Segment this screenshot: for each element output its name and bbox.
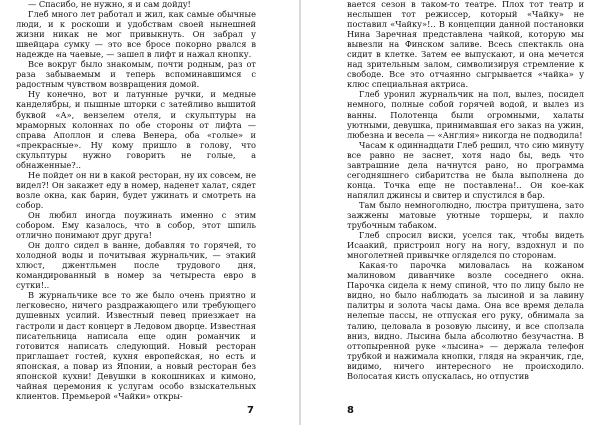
paragraph: Он любил иногда поужинать именно с этим собором. Ему казалось, что в собор, этот шпиль отлично понимают друг друга! (16, 209, 256, 241)
paragraph: Глеб уронил журнальчик на пол, вылез, посидел немного, полные собой горячей водой, и вылез из ванны. Полотенца были огромными, халаты уютными, девушка, принимавшая его заказ на ужин, любезна и весела — «Англия» никогда не подводила! (347, 89, 584, 140)
left-page-text (16, 0, 256, 401)
right-page-text (347, 0, 584, 381)
paragraph: — Спасибо, не нужно, я и сам дойду! (28, 0, 191, 9)
paragraph: Не пойдет он ни в какой ресторан, ну их совсем, не видел?! Он закажет еду в номер, наденет халат, сядет возле окна, как барин, будет ужинать и смотреть на собор. (16, 169, 256, 210)
paragraph: Все вокруг было знакомым, почти родным, раз от раза забываемым и теперь вспоминавшимся с радостным чувством возвращения домой. (16, 59, 256, 90)
paragraph: Глеб спросил виски, уселся так, чтобы видеть Исаакий, пристроил ногу на ногу, вздохнул и по многолетней привычке огляделся по сторонам. (347, 230, 584, 261)
paragraph: Он долго сидел в ванне, добавляя то горячей, то холодной воды и почитывая журнальчик, — этакий хлюст, джентльмен после трудового дня, командированный в номер за четыреста евро в сутки!.. (16, 240, 256, 291)
paragraph: Там было немноголюдно, люстра притушена, зато зажжены матовые уютные торшеры, и пахло трубочным табаком. (347, 199, 584, 231)
right-page (301, 0, 600, 425)
paragraph: Ну конечно, вот и латунные ручки, и медные канделябры, и пышные шторки с затейливо вышитой буквой «А», вензелем отеля, и скульптуры на мраморных колоннах по обе стороны от лифта — справа Аполлон и слева Венера, оба «голые» и «прекрасные». Ну кому пришло в голову, что скульптуры нужно говорить не голые, а обнаженные?.. (16, 89, 256, 170)
paragraph: Часам к одиннадцати Глеб решил, что сию минуту все равно не заснет, хотя надо бы, ведь что завтрашние дела начнутся рано, но программа сегодняшнего сибаритства не была выполнена до конца. Точка еще не поставлена!.. Он кое-как напялил джинсы и свитер и спустился в бар. (347, 139, 584, 200)
paragraph: Глеб много лет работал и жил, как самые обычные люди, и к роскоши и удобствам своей нынешней жизни никак не мог привыкнуть. Он забрал у швейцара сумку — это все бросе покорно рвался в надежде на чаевые, — зашел в лифт и нажал кнопку. (16, 9, 256, 60)
paragraph: В журнальчике все то же было очень приятно и легковесно, ничего раздражающего или требующего душевных усилий. Известный певец приезжает на гастроли и даст концерт в Ледовом дворце. Известная писательница написала еще один романчик и готовится написать следующий. Новый ресторан приглашает гостей, кухня европейская, но есть и японская, а повар из Японии, а новый ресторан без японской кухни! Девушки в кокошниках и кимоно, чайная церемония к услугам особо взыскательных клиентов. Премьерой «Чайки» откры- (16, 290, 256, 401)
paragraph: Какая-то парочка миловалась на кожаном малиновом диванчике возле соседнего окна. Парочка сидела к нему спиной, что по лицу было не видно, но было наблюдать за лысиной и за лавину палитры и золота часы дама. Она все время делала нелепые пассы, не отпуская его руку, обнимала за талию, целовала в розовую лысину, и все сползала вниз, видно. Лысина была абсолютно безучастна. В оттопыренной руке «лысина» — держала телефон трубкой и нажимала кнопки, глядя на экранчик, где, видимо, ничего интересного не происходило. Волосатая кисть опускалась, но отпустив (347, 260, 584, 381)
page-number-right: 8 (347, 405, 354, 416)
page-number-left: 7 (247, 405, 254, 416)
paragraph-continued: вается сезон в таком-то театре. Плох тот театр и неслышен тот режиссер, который «Чайку» не поставил «Чайку»!.. В концепции данной постановки Нина Заречная представлена чайкой, которую мы вывезли на Финском заливе. Всесь спектакль она сидит в клетке. Затем ее выпускают, и она мечется над зрительным залом, символизируя стремление к свободе. Все это отчаянно сыгрывается «чайка» у клюс специальная актриса. (347, 0, 584, 90)
